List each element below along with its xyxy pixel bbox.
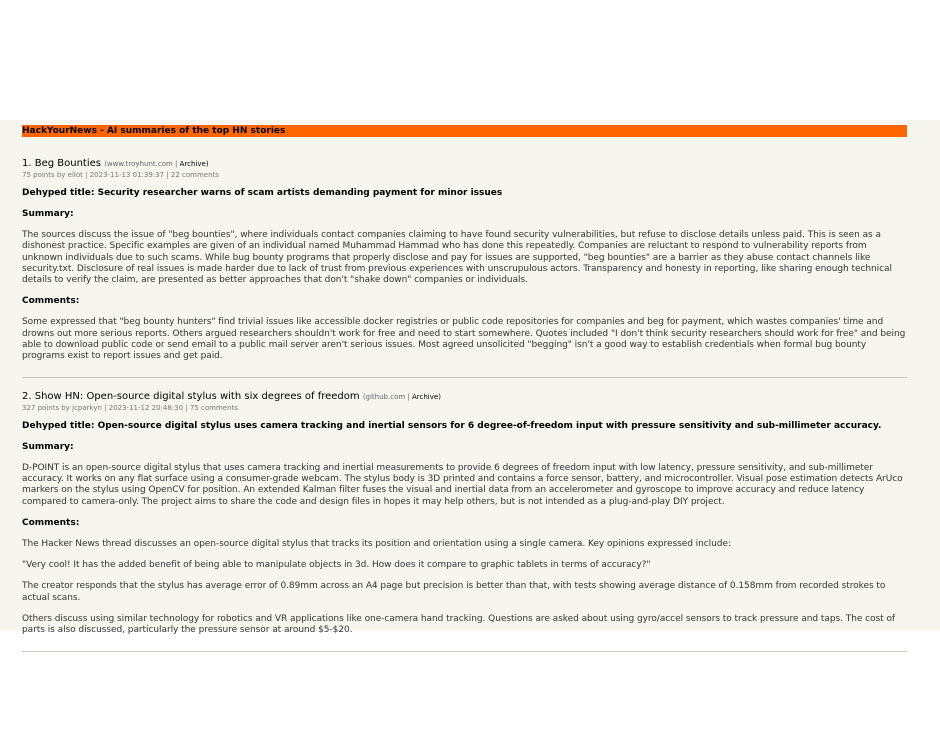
story-title-link[interactable]: Beg Bounties	[34, 158, 101, 169]
summary-heading: Summary:	[22, 441, 74, 452]
story-archive-link[interactable]: Archive)	[179, 160, 209, 168]
story-title-line	[22, 390, 907, 404]
story-time: 2023-11-13 01:39:37	[89, 171, 165, 179]
story-subtext: 75 points by ellot | 2023-11-13 01:39:37 | 22 comments	[22, 171, 219, 179]
story-points: 327 points by jcparkyn	[22, 403, 102, 412]
story-points: 75 points by ellot	[22, 171, 83, 179]
comments-heading: Comments:	[22, 296, 80, 307]
dehyped-title: Dehyped title: Open-source digital stylus uses camera tracking and inertial sensors for 6 degree-of-freedom input with pressure sensitivity and sub-millimeter accuracy.	[22, 420, 882, 431]
story-list	[22, 157, 907, 664]
story-rank: 2.	[22, 390, 32, 402]
comments-text: The creator responds that the stylus has average error of 0.89mm across an A4 page but precision is better than that, with tests showing average distance of 0.158mm from recorded strokes to actual scans.	[22, 581, 886, 603]
top-bar	[22, 125, 907, 137]
story-item	[22, 157, 907, 378]
comments-text: Some expressed that "beg bounty hunters" find trivial issues like accessible docker registries or public code repositories for companies and beg for payment, which wastes companies' time and drowns out more serious reports. Others argued researchers shouldn't work for free and need to start somewhere. Quotes included "I don't think security researchers should work for free" and being able to download public code or send email to a public mail server aren't serious issues. Most agreed unsolicited "begging" isn't a good way to establish credentials when formal bug bounty programs exist to report issues and get paid.	[22, 317, 906, 362]
story-domain	[363, 393, 441, 401]
comments-text: Others discuss using similar technology for robotics and VR applications like one-camera hand tracking. Questions are asked about using gyro/accel sensors to track pressure and taps. The cost of parts is also discussed, particularly the pressure sensor at around $5-$20.	[22, 614, 896, 636]
story-title-line	[22, 157, 907, 171]
story-domain	[104, 160, 208, 168]
story-archive-link[interactable]: Archive)	[412, 392, 441, 401]
story-domain-link[interactable]: (www.troyhunt.com |	[104, 160, 178, 168]
site-title[interactable]: HackYourNews - AI summaries of the top HN stories	[22, 126, 286, 136]
story-title-link[interactable]: Show HN: Open-source digital stylus with six degrees of freedom	[34, 390, 360, 402]
comments-text: The Hacker News thread discusses an open-source digital stylus that tracks its position and orientation using a single camera. Key opinions expressed include:	[22, 538, 731, 549]
comments-heading: Comments:	[22, 517, 80, 528]
comments-text: "Very cool! It has the added benefit of being able to manipulate objects in 3d. How does it compare to graphic tablets in terms of accuracy?"	[22, 560, 651, 571]
page-background	[0, 120, 940, 636]
story-rank: 1.	[22, 158, 32, 169]
story-subtext: 327 points by jcparkyn | 2023-11-12 20:48:30 | 75 comments	[22, 403, 238, 412]
story-comments-link[interactable]: 75 comments	[189, 403, 238, 412]
summary-text: The sources discuss the issue of "beg bounties", where individuals contact companies claiming to have found security vulnerabilities, but refuse to disclose details unless paid. This is seen as a dishonest practice. Specific examples are given of an individual named Muhammad Hammad who has done this repeatedly. Companies are reluctant to respond to vulnerability reports from unknown individuals due to such scams. While bug bounty programs that properly disclose and pay for issues are supported, "beg bounties" are a barrier as they abuse contact channels like security.txt. Disclosure of real issues is made harder due to lack of trust from previous experiences with unscrupulous actors. Transparency and honesty in reporting, like sharing enough technical details to verify the claim, are presented as better approaches that don't "shake down" companies or individuals.	[22, 230, 892, 286]
summary-text: D-POINT is an open-source digital stylus that uses camera tracking and inertial measurements to provide 6 degrees of freedom input with low latency, pressure sensitivity, and sub-millimeter accuracy. It works on any flat surface using a consumer-grade webcam. The stylus body is 3D printed and contains a force sensor, battery, and microcontroller. Visual pose estimation detects ArUco markers on the stylus using OpenCV for position. An extended Kalman filter fuses the visual and inertial data from an accelerometer and gyroscope to improve accuracy and reduce latency compared to camera-only. The project aims to share the code and design files in hopes it may help others, but is not intended as a plug-and-play DIY project.	[22, 462, 903, 507]
summary-heading: Summary:	[22, 209, 74, 219]
story-item	[22, 390, 907, 652]
dehyped-title: Dehyped title: Security researcher warns of scam artists demanding payment for minor issues	[22, 188, 503, 198]
story-domain-link[interactable]: (github.com |	[362, 392, 410, 401]
story-time: 2023-11-12 20:48:30	[108, 403, 184, 412]
story-comments-link[interactable]: 22 comments	[170, 171, 219, 179]
